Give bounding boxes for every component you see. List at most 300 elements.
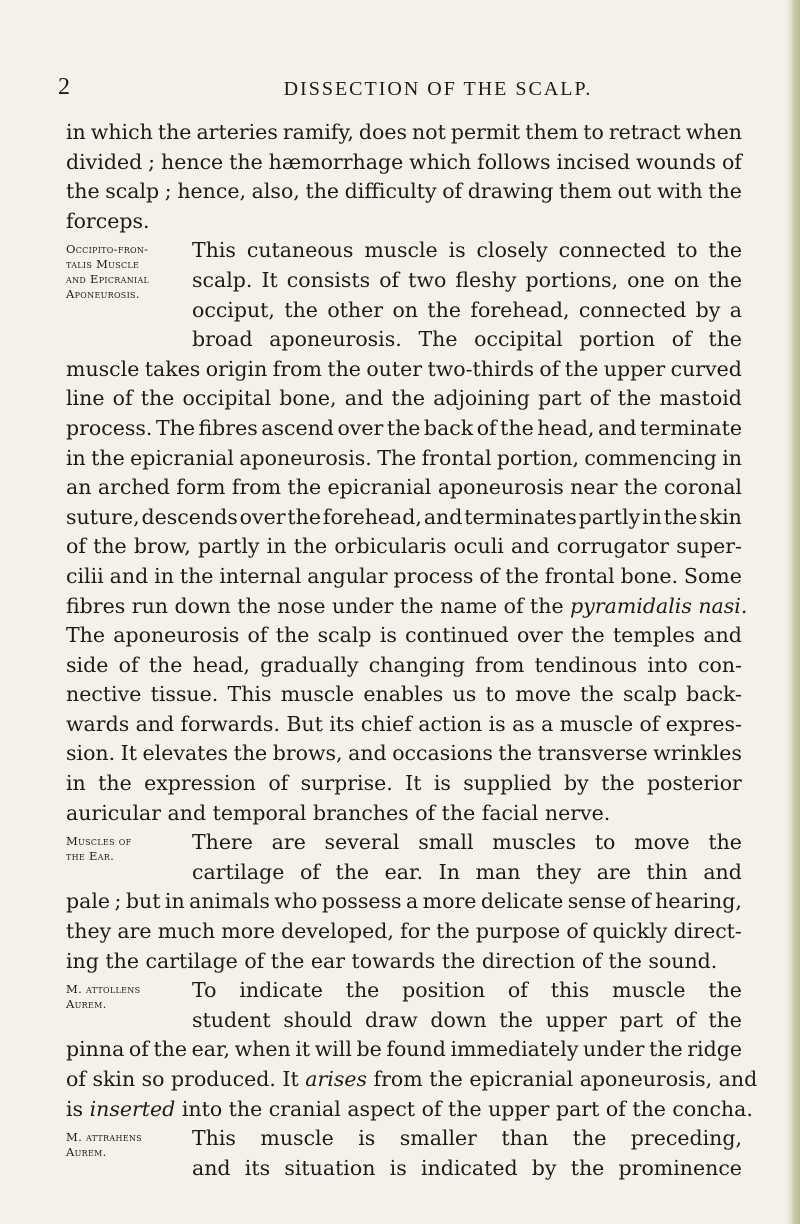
word: broad	[192, 327, 253, 352]
text-line: ing the cartilage of the ear towards the direction of the sound.	[66, 948, 718, 973]
word: scalp	[105, 179, 160, 204]
word: line	[66, 386, 105, 411]
word: of	[721, 149, 742, 174]
word: over	[516, 623, 563, 648]
word: Some	[683, 563, 742, 588]
word: this	[550, 978, 590, 1003]
word: part	[619, 1007, 664, 1032]
word: to	[583, 120, 604, 144]
word: This	[192, 1126, 236, 1151]
running-title: DISSECTION OF THE SCALP.	[283, 78, 593, 100]
word: angular	[307, 563, 388, 588]
word: the	[580, 682, 614, 707]
word: cartilage	[192, 859, 285, 884]
word: the	[98, 771, 132, 796]
word: the	[708, 1007, 742, 1032]
word: the	[500, 415, 534, 440]
word: of	[379, 267, 400, 292]
word: with	[657, 179, 703, 204]
word: upper	[545, 1007, 607, 1032]
word: a	[729, 297, 742, 322]
word: occipital	[182, 386, 272, 411]
word: occipital	[474, 327, 563, 352]
word: is	[379, 623, 397, 648]
word: pinna	[66, 1037, 125, 1062]
word: the	[305, 179, 340, 204]
word: This	[227, 682, 272, 707]
word: hence,	[177, 179, 246, 204]
text-line	[66, 917, 742, 947]
word: for	[400, 919, 430, 944]
word: consists	[286, 267, 371, 292]
word: and	[703, 623, 742, 648]
word: preceding,	[630, 1126, 742, 1151]
word: ear.	[384, 859, 424, 884]
word: muscle	[364, 238, 438, 263]
word: connected	[578, 297, 687, 322]
margin-note: M. attrahens Aurem.	[66, 1130, 142, 1159]
word: side	[66, 652, 109, 677]
word: retract	[608, 120, 681, 144]
word: takes	[144, 356, 201, 381]
text-line	[66, 473, 742, 503]
word: of	[476, 415, 497, 440]
word: temples	[612, 623, 696, 648]
word: muscle	[612, 978, 686, 1003]
word: curved	[670, 356, 742, 381]
word: under	[583, 1037, 645, 1062]
word: and	[348, 741, 387, 766]
word: is	[448, 238, 466, 263]
word: of	[539, 356, 560, 381]
word: scalp.	[192, 267, 253, 292]
word: back	[423, 415, 474, 440]
word: divided	[66, 149, 143, 174]
word: process.	[66, 415, 153, 440]
word: follows	[477, 149, 551, 174]
word: closely	[476, 238, 548, 263]
word: muscle	[559, 711, 634, 736]
text-line	[192, 325, 742, 355]
word: enables	[363, 682, 444, 707]
word: in	[154, 563, 174, 588]
word: expres-	[665, 711, 742, 736]
text-line	[192, 858, 742, 888]
word: of	[507, 978, 528, 1003]
word: smaller	[399, 1126, 477, 1151]
text-line	[66, 414, 742, 444]
word: occasions	[392, 741, 493, 766]
text-line	[66, 177, 742, 207]
margin-note: M. attollens Aurem.	[66, 982, 141, 1012]
word: several	[324, 830, 400, 855]
word: the	[708, 267, 742, 292]
word: of	[268, 771, 289, 796]
word: aponeurosis	[437, 475, 564, 500]
word: not	[412, 120, 446, 144]
word: incised	[556, 149, 631, 174]
word: two	[408, 267, 447, 292]
word: the	[436, 919, 470, 944]
text-line	[66, 444, 742, 474]
word: pale	[66, 889, 111, 914]
word: forehead,	[322, 504, 422, 529]
word: when	[685, 120, 742, 144]
page-header	[58, 74, 758, 104]
word: scalp	[317, 623, 372, 648]
word: are	[117, 919, 152, 944]
word: the	[663, 504, 698, 529]
text-line: fibres run down the nose under the name of the pyramidalis nasi.	[66, 592, 742, 622]
word: the	[66, 179, 100, 204]
word: forwards.	[180, 711, 280, 736]
word: of	[66, 534, 86, 559]
text-line	[66, 503, 742, 533]
text-line	[66, 355, 742, 385]
word: expression	[144, 771, 256, 796]
word: and	[423, 504, 463, 529]
word: found	[386, 1037, 446, 1062]
word: to	[676, 238, 698, 263]
word: the	[287, 475, 322, 500]
word: commencing	[584, 445, 717, 470]
page-edge	[786, 0, 800, 1224]
word: the	[708, 830, 742, 855]
word: hence	[161, 149, 224, 174]
word: adjoining	[433, 386, 530, 411]
word: gradually	[260, 652, 359, 677]
word: part	[538, 386, 582, 411]
word: brow,	[133, 534, 191, 559]
word: its	[329, 711, 355, 736]
word: ;	[148, 149, 156, 174]
word: the	[229, 149, 263, 174]
word: indicate	[239, 978, 323, 1003]
word: frontal	[421, 445, 492, 470]
text-line: auricular and temporal branches of the facial nerve.	[66, 800, 611, 825]
word: descends	[141, 504, 238, 529]
word: they	[66, 919, 112, 944]
word: and	[597, 415, 637, 440]
word: arteries	[196, 120, 278, 144]
word: hearing,	[655, 889, 742, 914]
word: on	[673, 267, 700, 292]
text-line: is inserted into the cranial aspect of the upper part of the concha.	[66, 1095, 742, 1125]
word: portion,	[496, 445, 580, 470]
word: the	[233, 741, 268, 766]
word: situation	[284, 1155, 376, 1180]
word: delicate	[480, 889, 564, 914]
word: muscles	[492, 830, 577, 855]
word: To	[192, 978, 217, 1003]
text-line	[66, 651, 742, 681]
word: the	[601, 771, 635, 796]
word: brows,	[272, 741, 343, 766]
word: the	[505, 563, 539, 588]
word: corrugator	[556, 534, 670, 559]
word: The	[377, 445, 417, 470]
word: skin	[699, 504, 742, 529]
word: in	[66, 120, 86, 144]
word: partly	[578, 504, 641, 529]
word: and	[109, 563, 149, 588]
word: super-	[676, 534, 742, 559]
word: the	[499, 1007, 533, 1032]
text-line	[66, 148, 742, 178]
word: head,	[192, 652, 250, 677]
word: difficulty	[344, 179, 437, 204]
word: the	[153, 1037, 188, 1062]
word: possess	[321, 889, 402, 914]
word: cilii	[66, 563, 104, 588]
text-line	[66, 621, 742, 651]
word: more	[221, 919, 275, 944]
word: of	[566, 919, 587, 944]
word: the	[93, 534, 127, 559]
word: cutaneous	[246, 238, 354, 263]
text-line	[192, 1006, 742, 1036]
text-line	[192, 976, 742, 1006]
text-line	[192, 236, 742, 266]
word: epicranial	[327, 475, 432, 500]
word: thin	[646, 859, 688, 884]
word: sense	[567, 889, 627, 914]
word: outer	[366, 356, 423, 381]
word: the	[391, 386, 426, 411]
word: the	[386, 415, 421, 440]
text-line	[66, 384, 742, 414]
word: direct-	[673, 919, 742, 944]
word: out	[617, 179, 652, 204]
word: in	[722, 445, 742, 470]
word: the	[708, 978, 742, 1003]
margin-note: Occipito-fron- talis Muscle and Epicranial Aponeurosis.	[66, 242, 150, 301]
word: con-	[698, 652, 742, 677]
paragraph-attollens	[66, 976, 742, 1035]
word: in	[642, 504, 662, 529]
word: the	[91, 445, 125, 470]
word: than	[501, 1126, 549, 1151]
word: ramify,	[282, 120, 354, 144]
word: arched	[97, 475, 170, 500]
word: the	[708, 327, 742, 352]
word: the	[708, 179, 742, 204]
word: bone,	[279, 386, 337, 411]
word: epicranial	[130, 445, 234, 470]
text-line	[192, 266, 742, 296]
word: suture,	[66, 504, 140, 529]
word: It	[405, 771, 422, 796]
word: from	[475, 652, 525, 677]
word: its	[244, 1155, 271, 1180]
text-line	[66, 710, 742, 740]
word: the	[157, 120, 192, 144]
word: which	[409, 149, 472, 174]
word: the	[284, 297, 318, 322]
word: of	[589, 386, 610, 411]
word: aponeurosis.	[269, 327, 402, 352]
word: and	[510, 534, 550, 559]
word: a	[541, 711, 554, 736]
word: animals	[189, 889, 270, 914]
word: they	[536, 859, 582, 884]
word: the	[498, 741, 532, 766]
word: wrinkles	[653, 741, 742, 766]
text-line	[66, 532, 742, 562]
word: form	[176, 475, 226, 500]
word: developed,	[281, 919, 394, 944]
word: the	[427, 297, 461, 322]
word: tendinous	[534, 652, 638, 677]
text-line	[66, 769, 742, 799]
word: muscle	[280, 682, 355, 707]
word: transverse	[537, 741, 648, 766]
word: elevates	[142, 741, 229, 766]
text-line	[192, 1124, 742, 1154]
word: wounds	[636, 149, 716, 174]
word: drawing	[467, 179, 554, 204]
word: nective	[66, 682, 142, 707]
word: changing	[368, 652, 465, 677]
word: move	[634, 830, 690, 855]
word: posterior	[647, 771, 742, 796]
word: into	[647, 652, 688, 677]
text-line	[192, 296, 742, 326]
word: also,	[251, 179, 300, 204]
word: the	[564, 356, 599, 381]
word: aponeurosis	[113, 623, 240, 648]
word: position	[402, 978, 486, 1003]
word: ridge	[687, 1037, 742, 1062]
word: student	[192, 1007, 271, 1032]
word: of	[675, 1007, 696, 1032]
word: the	[140, 386, 175, 411]
word: over	[337, 415, 384, 440]
text-line	[66, 739, 742, 769]
word: does	[358, 120, 408, 144]
word: but	[125, 889, 161, 914]
word: small	[418, 830, 474, 855]
word: quickly	[592, 919, 668, 944]
word: the	[649, 1037, 683, 1062]
word: orbicularis	[334, 534, 447, 559]
word: of	[128, 1037, 149, 1062]
word: hæmorrhage	[268, 149, 404, 174]
word: connected	[558, 238, 666, 263]
word: occiput,	[192, 297, 275, 322]
word: the	[571, 623, 605, 648]
word: wards	[66, 711, 130, 736]
word: continued	[405, 623, 509, 648]
page-number: 2	[58, 74, 70, 100]
word: portions,	[525, 267, 619, 292]
word: of	[112, 386, 133, 411]
word: the	[708, 238, 742, 263]
word: from	[231, 475, 282, 500]
text-line	[192, 1154, 742, 1184]
word: muscle	[66, 356, 140, 381]
word: permit	[450, 120, 521, 144]
word: mastoid	[659, 386, 742, 411]
italic-term: pyramidalis nasi.	[570, 593, 748, 618]
word: one	[627, 267, 665, 292]
word: aponeurosis.	[239, 445, 372, 470]
text-line	[192, 828, 742, 858]
word: move	[515, 682, 571, 707]
word: purpose	[475, 919, 561, 944]
word: prominence	[618, 1155, 742, 1180]
word: terminate	[640, 415, 742, 440]
word: by	[563, 771, 589, 796]
word: surprise.	[300, 771, 393, 796]
word: the	[617, 386, 652, 411]
word: from	[272, 356, 322, 381]
word: the	[179, 563, 214, 588]
word: frontal	[544, 563, 615, 588]
word: man	[475, 859, 521, 884]
word: scalp	[623, 682, 677, 707]
word: as	[512, 711, 535, 736]
word: of	[442, 179, 463, 204]
word: fleshy	[455, 267, 517, 292]
word: them	[525, 120, 579, 144]
word: upper	[603, 356, 666, 381]
word: more	[422, 889, 477, 914]
word: coronal	[664, 475, 742, 500]
word: head,	[537, 415, 595, 440]
word: the	[345, 978, 380, 1003]
text-line: of skin so produced. It arises from the epicranial aponeurosis, and	[66, 1065, 742, 1095]
word: is	[389, 1155, 407, 1180]
word: forehead,	[470, 297, 570, 322]
word: bone.	[620, 563, 678, 588]
word: the	[148, 652, 183, 677]
word: down	[430, 1007, 487, 1032]
word: There	[192, 830, 253, 855]
word: and	[344, 386, 384, 411]
text-line	[66, 562, 742, 592]
word: of	[671, 327, 692, 352]
word: by	[531, 1155, 557, 1180]
word: action	[418, 711, 483, 736]
word: in	[66, 445, 86, 470]
word: process	[393, 563, 474, 588]
word: immediately	[450, 1037, 579, 1062]
margin-note: Muscles of the Ear.	[66, 834, 132, 864]
word: the	[293, 534, 328, 559]
word: the	[327, 356, 361, 381]
word: the	[275, 623, 310, 648]
word: is	[433, 771, 451, 796]
word: of	[479, 563, 500, 588]
word: It	[261, 267, 278, 292]
word: indicated	[420, 1155, 518, 1180]
word: over	[239, 504, 286, 529]
word: This	[192, 238, 236, 263]
word: the	[624, 475, 658, 500]
word: are	[271, 830, 306, 855]
word: portion	[579, 327, 656, 352]
word: of	[639, 711, 660, 736]
text-line	[66, 680, 742, 710]
word: The	[155, 415, 195, 440]
text-line: forceps.	[66, 208, 150, 233]
word: two-thirds	[427, 356, 534, 381]
word: it	[295, 1037, 311, 1062]
word: oculi	[453, 534, 504, 559]
word: the	[572, 1126, 607, 1151]
word: an	[66, 475, 92, 500]
